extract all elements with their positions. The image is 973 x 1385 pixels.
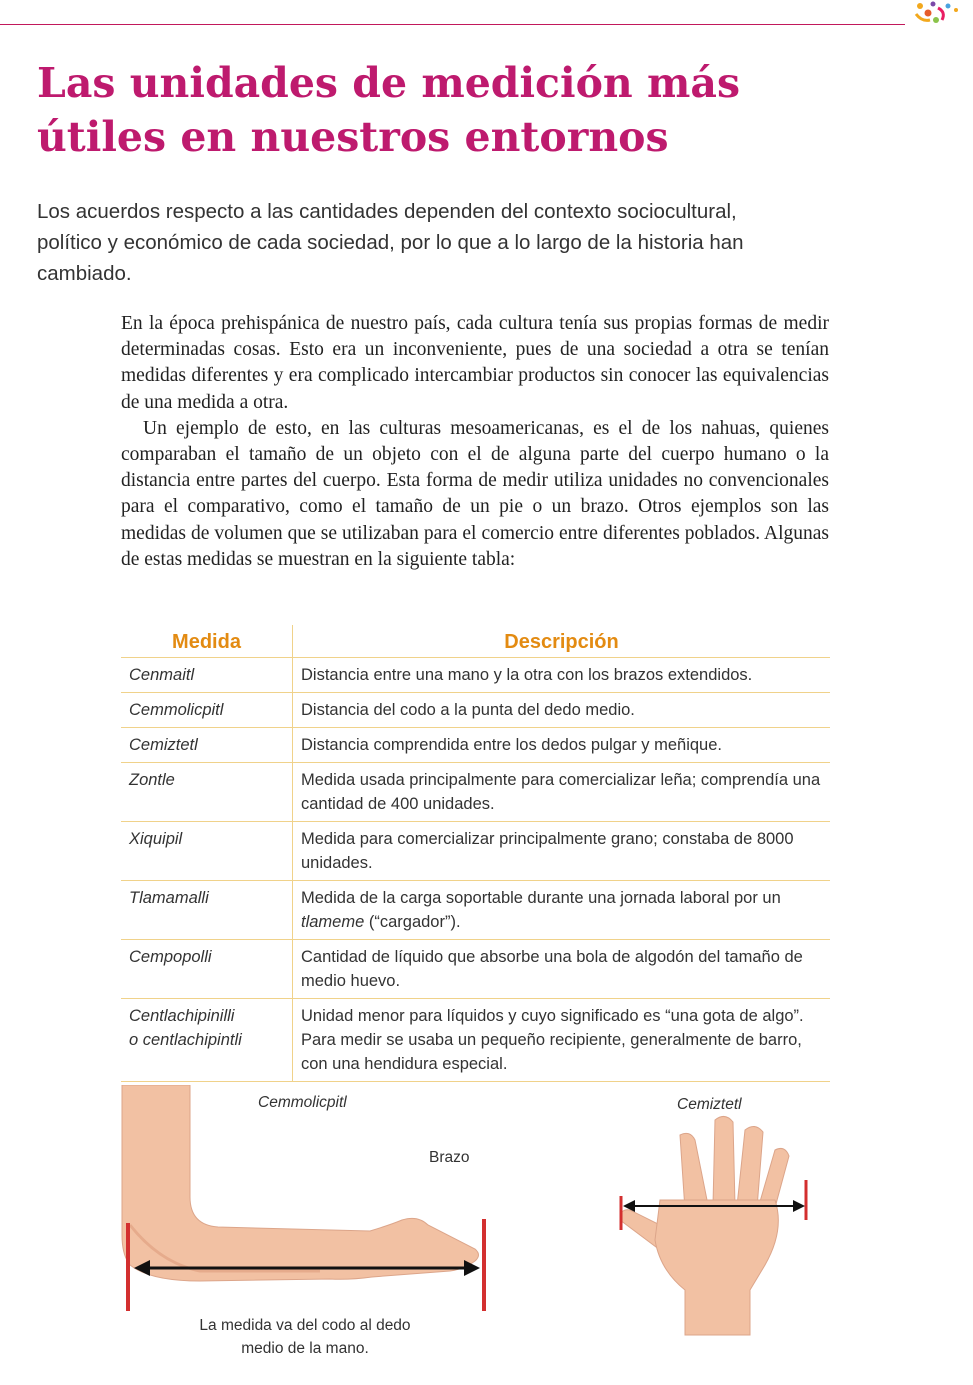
body-text xyxy=(121,311,829,573)
hand-illustration xyxy=(615,1090,820,1340)
table-row xyxy=(121,658,830,693)
page-title xyxy=(37,56,797,164)
decorative-logo-icon xyxy=(908,0,973,26)
description-cell: Distancia entre una mano y la otra con los brazos extendidos. xyxy=(293,658,831,693)
body-paragraph-1: En la época prehispánica de nuestro país, cada cultura tenía sus propias formas de medir determinadas cosas. Esto era un inconveniente, pues de una sociedad a otra se tenían medidas diferentes y era complicado intercambiar productos sin conocer las equivalencias de una medida a otra. xyxy=(121,313,829,413)
table-row xyxy=(121,822,830,881)
measure-cell: Cemiztetl xyxy=(121,728,293,763)
finger-thumb xyxy=(680,1133,707,1210)
table-row xyxy=(121,728,830,763)
description-cell: Medida usada principalmente para comercializar leña; comprendía una cantidad de 400 unidades. xyxy=(293,763,831,822)
intro-paragraph: Los acuerdos respecto a las cantidades dependen del contexto sociocultural, político y económico de cada sociedad, por lo que a lo largo de la historia han cambiado. xyxy=(37,200,744,285)
measure-cell: Cemmolicpitl xyxy=(121,693,293,728)
description-cell: Unidad menor para líquidos y cuyo significado es “una gota de algo”. Para medir se usaba un pequeño recipiente, generalmente de barro, con una hendidura especial. xyxy=(293,999,831,1082)
arm-part-label: Brazo xyxy=(429,1149,470,1166)
measure-line-1: Centlachipinilli xyxy=(129,1007,235,1025)
arm-label: Cemmolicpitl xyxy=(258,1094,347,1111)
body-paragraph-2: Un ejemplo de esto, en las culturas mesoamericanas, es el de los nahuas, quienes comparaban el tamaño de un objeto con el de alguna parte del cuerpo humano o la distancia entre partes del cuerpo. Esta forma de medir utiliza unidades no convencionales para el comparativo, como el tamaño de un pie o un brazo. Otros ejemplos son las medidas de volumen que se utilizaban para el comercio entre diferentes poblados. Algunas de estas medidas se muestran en la siguiente tabla: xyxy=(121,417,829,570)
description-text: Medida de la carga soportable durante una jornada laboral por un xyxy=(301,889,781,907)
description-text: (“cargador”). xyxy=(364,913,461,931)
finger-middle xyxy=(737,1126,763,1208)
description-cell: Distancia del codo a la punta del dedo medio. xyxy=(293,693,831,728)
description-cell xyxy=(293,881,831,940)
measure-line-2: o centlachipintli xyxy=(129,1031,242,1049)
table-row xyxy=(121,999,830,1082)
top-rule xyxy=(0,24,905,25)
measure-cell: Cempopolli xyxy=(121,940,293,999)
measure-cell: Cenmaitl xyxy=(121,658,293,693)
description-cell: Medida para comercializar principalmente grano; constaba de 8000 unidades. xyxy=(293,822,831,881)
table-row xyxy=(121,693,830,728)
header-measure: Medida xyxy=(121,625,293,658)
title-line-1: Las unidades de medición más xyxy=(37,59,741,107)
table-row xyxy=(121,763,830,822)
table-header-row xyxy=(121,625,830,658)
measures-table xyxy=(121,625,830,1082)
title-line-2: útiles en nuestros entornos xyxy=(37,113,669,161)
table-row xyxy=(121,940,830,999)
measure-cell: Tlamamalli xyxy=(121,881,293,940)
arm-shape xyxy=(122,1085,479,1281)
span-arrow-head-right xyxy=(793,1200,805,1212)
palm xyxy=(655,1200,778,1335)
measure-cell: Zontle xyxy=(121,763,293,822)
description-cell: Cantidad de líquido que absorbe una bola de algodón del tamaño de medio huevo. xyxy=(293,940,831,999)
description-cell: Distancia comprendida entre los dedos pulgar y meñique. xyxy=(293,728,831,763)
measure-cell xyxy=(121,999,293,1082)
arm-caption xyxy=(180,1314,430,1360)
table-row xyxy=(121,881,830,940)
finger-index xyxy=(713,1116,735,1205)
header-description: Descripción xyxy=(293,625,831,658)
description-term: tlameme xyxy=(301,913,365,931)
arm-caption-line-1: La medida va del codo al dedo xyxy=(199,1317,411,1334)
arm-caption-line-2: medio de la mano. xyxy=(241,1340,369,1357)
measure-cell: Xiquipil xyxy=(121,822,293,881)
hand-label: Cemiztetl xyxy=(677,1096,742,1113)
